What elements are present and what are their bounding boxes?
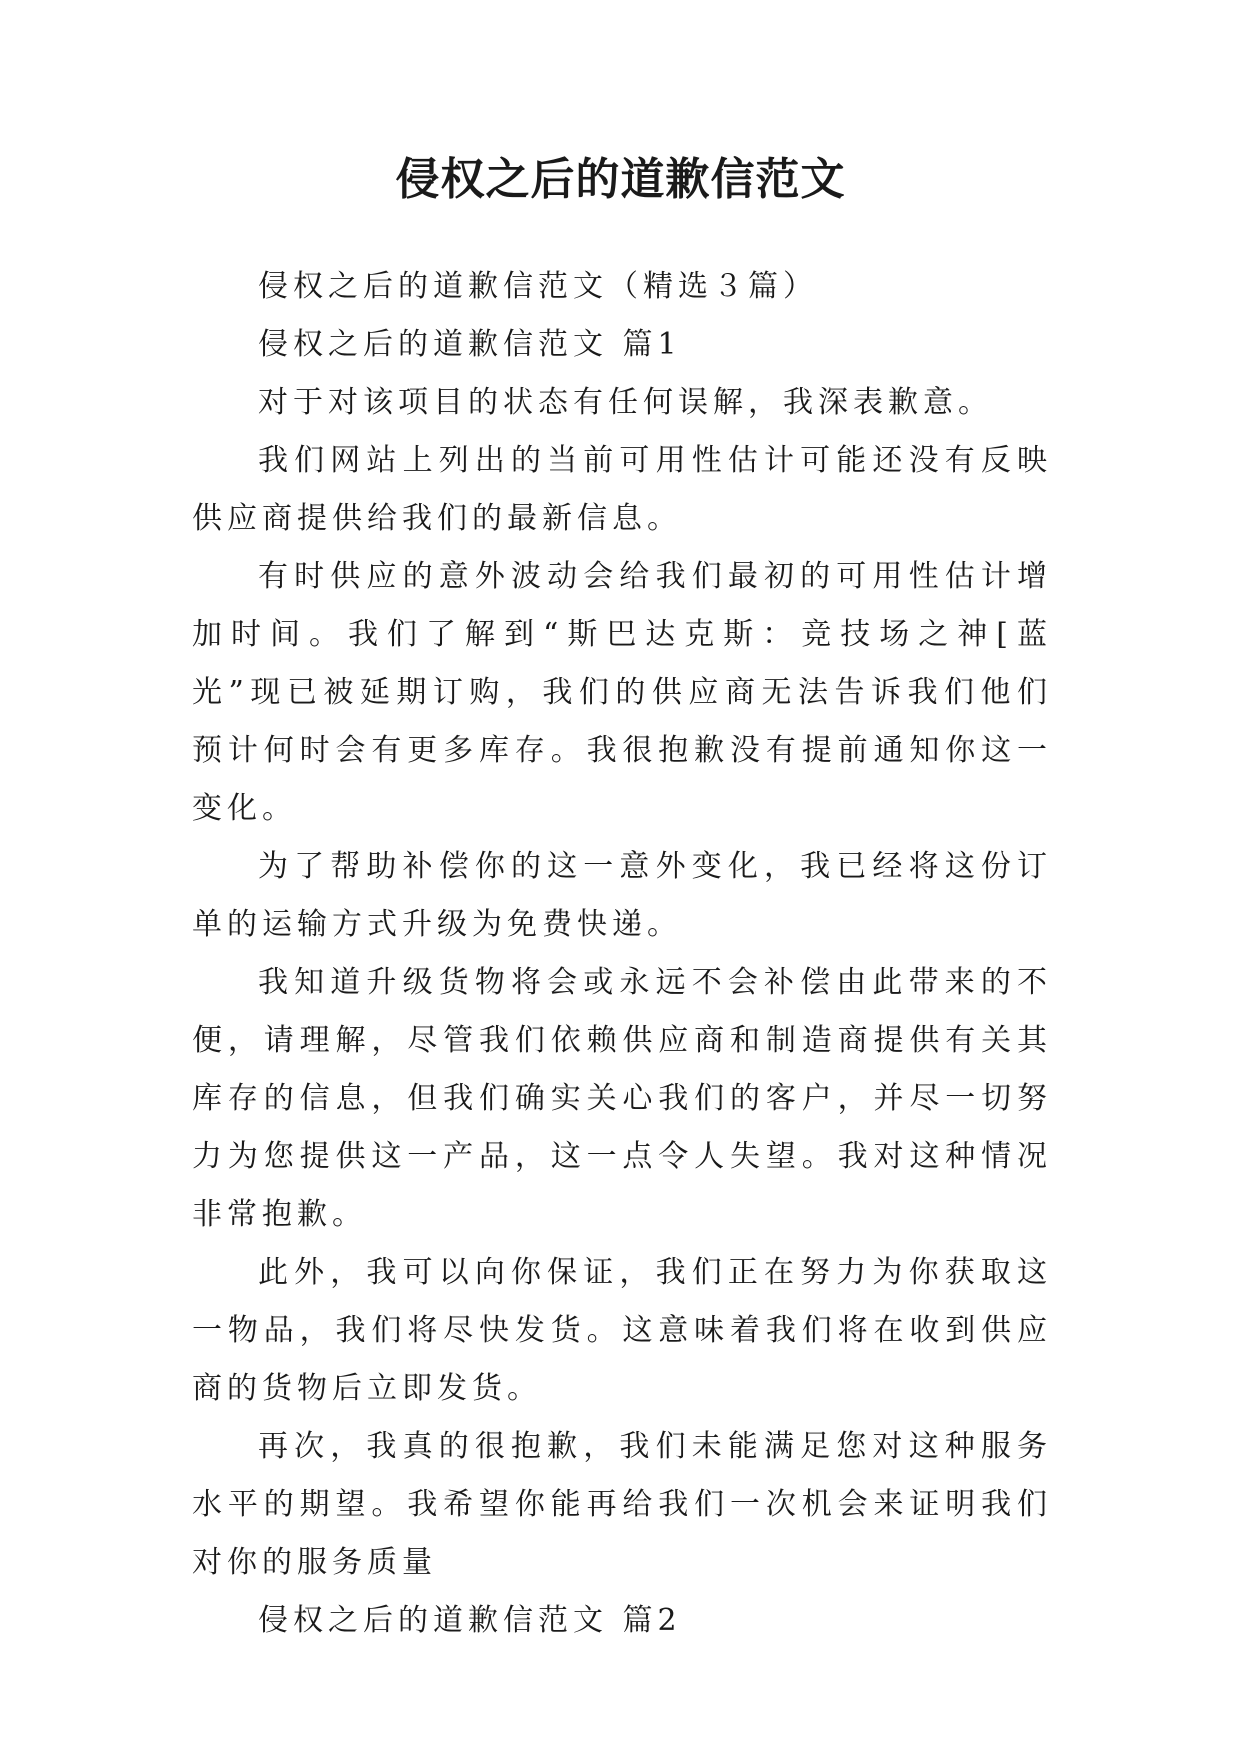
document-title: 侵权之后的道歉信范文 [395,154,846,205]
document-body [192,258,1052,1650]
paragraph: 有时供应的意外波动会给我们最初的可用性估计增加时间。我们了解到“斯巴达克斯：竞技场之神[蓝光”现已被延期订购，我们的供应商无法告诉我们他们预计何时会有更多库存。我很抱歉没有提前通知你这一变化。 [192,559,1052,826]
paragraph: 为了帮助补偿你的这一意外变化，我已经将这份订单的运输方式升级为免费快递。 [192,849,1052,942]
paragraph-subtitle: 侵权之后的道歉信范文（精选３篇） [258,269,818,304]
paragraph: 此外，我可以向你保证，我们正在努力为你获取这一物品，我们将尽快发货。这意味着我们将在收到供应商的货物后立即发货。 [192,1255,1052,1406]
paragraph: 对于对该项目的状态有任何误解，我深表歉意。 [258,385,993,420]
paragraph-section-heading-1: 侵权之后的道歉信范文 篇1 [258,327,682,362]
paragraph: 我知道升级货物将会或永远不会补偿由此带来的不便，请理解，尽管我们依赖供应商和制造商提供有关其库存的信息，但我们确实关心我们的客户，并尽一切努力为您提供这一产品，这一点令人失望。我对这种情况非常抱歉。 [192,965,1052,1232]
paragraph: 再次，我真的很抱歉，我们未能满足您对这种服务水平的期望。我希望你能再给我们一次机会来证明我们对你的服务质量 [192,1429,1052,1580]
paragraph-section-heading-2: 侵权之后的道歉信范文 篇2 [258,1603,682,1638]
paragraph: 我们网站上列出的当前可用性估计可能还没有反映供应商提供给我们的最新信息。 [192,443,1052,536]
